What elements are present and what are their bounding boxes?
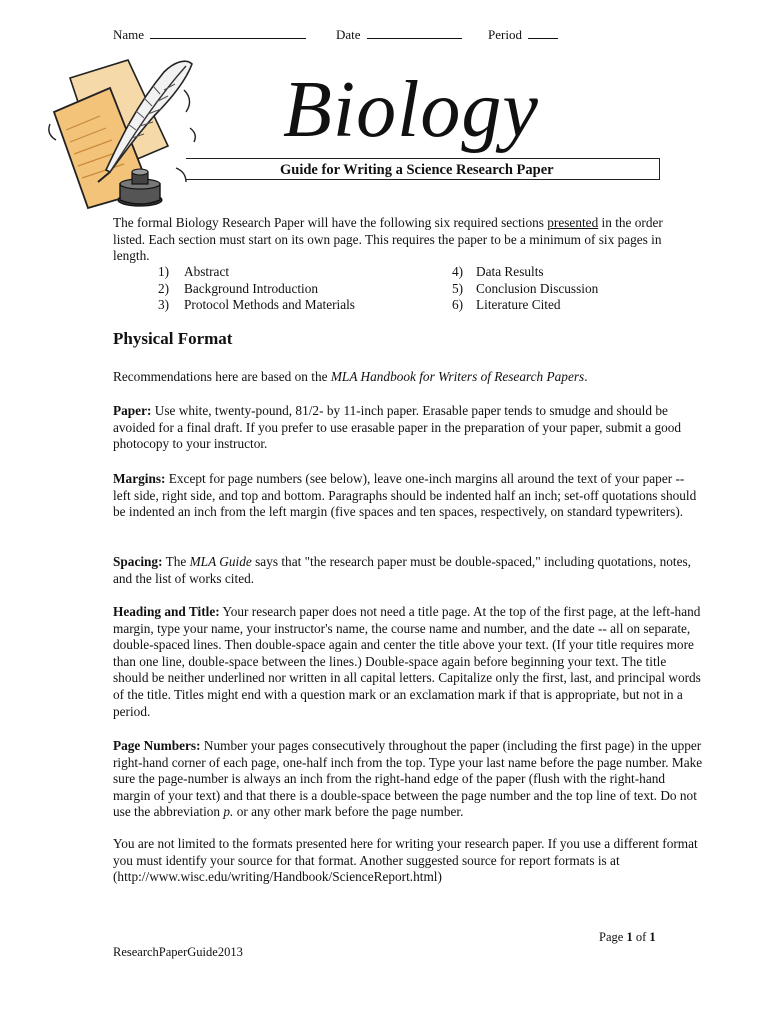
list-item [158, 264, 355, 281]
intro-paragraph [113, 215, 673, 265]
period-label: Period [488, 27, 522, 42]
spacing-paragraph [113, 554, 703, 587]
list-item-label: Background Introduction [184, 280, 319, 296]
list-item-label: Protocol Methods and Materials [184, 297, 355, 313]
list-item [158, 297, 355, 314]
mla-guide-title: MLA Guide [189, 554, 252, 569]
document-id: ResearchPaperGuide2013 [113, 945, 243, 959]
intro-text-before: The formal Biology Research Paper will have the following six required sections [113, 215, 548, 230]
document-subtitle: Guide for Writing a Science Research Paper [280, 162, 554, 178]
page-numbers-text-before: Number your pages consecutively throughout the paper (including the first page) in the upper right-hand corner of each page, one-half inch from the top. Type your last name before the page number. Make sure the page-number is always an inch from the right-hand edge of the paper (flush with the right-hand margin of your text) and that there is a double-space between the page number and the top line of text. Do not use the abbreviation [113, 738, 703, 820]
list-item-number: 4) [452, 264, 464, 279]
paper-paragraph [113, 403, 703, 453]
intro-text-after: in the order listed. Each section must start on its own page. This requires the paper to be a minimum of six pages in length. [113, 215, 663, 264]
section-heading: Physical Format [113, 329, 233, 348]
list-item-number: 1) [158, 264, 170, 279]
paper-text: Use white, twenty-pound, 81/2- by 11-inch paper. Erasable paper tends to smudge and should be avoided for a final draft. If you prefer to use erasable paper in the preparation of your paper, submit a good photocopy to your instructor. [113, 403, 682, 452]
recommendations-end: . [584, 369, 588, 384]
p-abbreviation: p. [223, 804, 234, 820]
date-field [336, 27, 462, 43]
list-item-label: Conclusion Discussion [476, 280, 599, 296]
margins-label: Margins: [113, 471, 166, 486]
paper-label: Paper: [113, 403, 152, 418]
page-numbers-label: Page Numbers: [113, 738, 201, 753]
recommendations-text: Recommendations here are based on the [113, 369, 331, 384]
spacing-label: Spacing: [113, 554, 163, 569]
heading-title-label: Heading and Title: [113, 604, 220, 619]
margins-paragraph [113, 471, 703, 521]
name-blank [150, 27, 306, 39]
list-item-number: 5) [452, 280, 464, 296]
quill-pen-and-inkwell-icon [36, 50, 216, 210]
spacing-text-after: says that "the research paper must be double-spaced," including quotations, notes, and the list of works cited. [113, 554, 691, 586]
page-number: 1 [626, 930, 633, 944]
list-item-number: 6) [452, 297, 464, 313]
list-item-number: 3) [158, 297, 170, 313]
list-item-label: Literature Cited [476, 297, 561, 313]
document-title: Biology [283, 66, 539, 154]
of-label: of [632, 930, 650, 944]
list-item [452, 264, 598, 281]
mla-handbook-title: MLA Handbook for Writers of Research Papers [330, 369, 585, 384]
name-label: Name [113, 27, 145, 42]
sections-list-left [158, 264, 355, 314]
heading-title-text: Your research paper does not need a title page. At the top of the first page, at the left-hand margin, type your name, your instructor's name, the course name and number, and the date -- all on separate, double-spaced lines. Then double-space again and center the title above your text. (If your title requires more than one line, double-space between the lines.) Double-space again before beginning your text. The title should be neither underlined nor written in all capital letters. Capitalize only the first, last, and principal words of the title. Titles might end with a question mark or an exclamation mark if that is appropriate, but not in a period. [113, 604, 701, 719]
list-item-label: Data Results [476, 264, 544, 279]
page-numbers-paragraph [113, 738, 703, 821]
list-item [158, 281, 355, 298]
spacing-text-before: The [162, 554, 190, 569]
page-total: 1 [649, 930, 656, 944]
margins-text: Except for page numbers (see below), leave one-inch margins all around the text of your paper -- left side, right side, and top and bottom. Paragraphs should be indented half an inch; set-off quotations should be indented an inch from the left margin (five spaces and ten spaces, respectively, on standard typewriters). [113, 471, 697, 520]
intro-underlined: presented [547, 215, 599, 230]
sections-list-right [452, 264, 598, 314]
list-item-label: Abstract [184, 264, 230, 279]
period-blank [528, 27, 558, 39]
date-label: Date [336, 27, 361, 42]
page-indicator [599, 930, 656, 945]
name-field [113, 27, 306, 43]
recommendations-paragraph [113, 369, 703, 386]
list-item [452, 281, 598, 298]
heading-title-paragraph [113, 604, 703, 720]
period-field [488, 27, 558, 43]
page-numbers-text-after: or any other mark before the page number. [233, 804, 464, 820]
closing-paragraph: You are not limited to the formats presented here for writing your research paper. If you use a different format you must identify your source for that format. Another suggested source for report formats is at (http://www.wisc.edu/writing/Handbook/ScienceReport.html) [113, 836, 698, 885]
list-item [452, 297, 598, 314]
date-blank [367, 27, 462, 39]
page-label: Page [599, 930, 627, 944]
list-item-number: 2) [158, 280, 170, 296]
